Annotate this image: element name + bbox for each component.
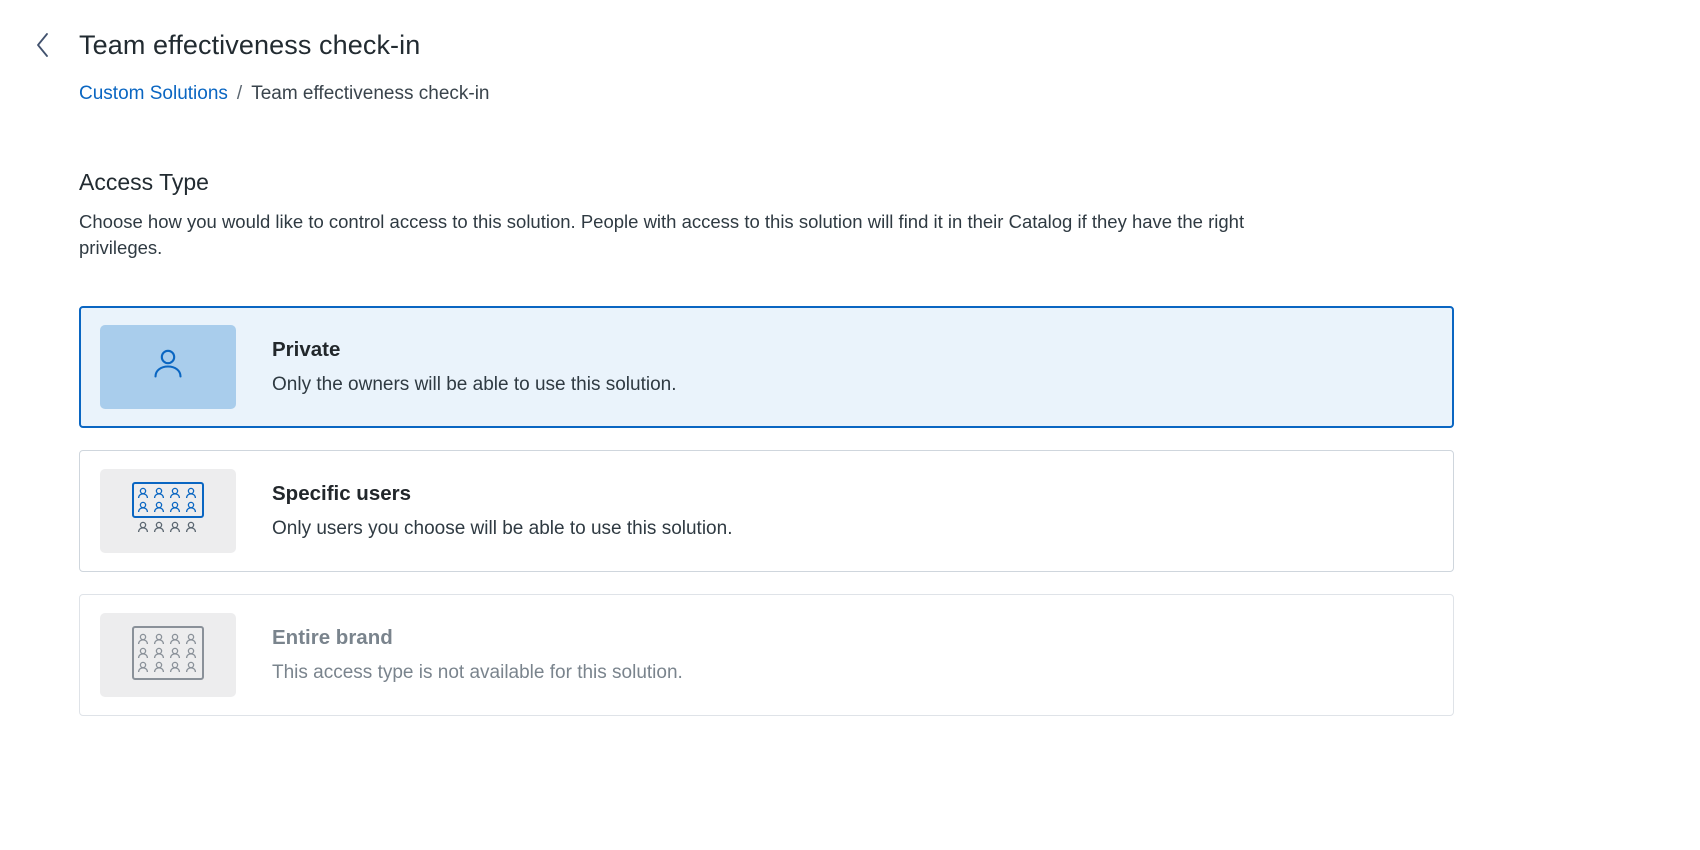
- people-group-icon: [125, 622, 211, 689]
- title-row: [0, 28, 1700, 62]
- access-type-section: [0, 168, 1700, 261]
- people-group-selection-icon: [125, 478, 211, 545]
- option-text-specific-users: [272, 481, 732, 541]
- option-text-entire-brand: [272, 625, 683, 685]
- person-icon: [151, 346, 185, 389]
- access-type-options: [0, 306, 1700, 716]
- breadcrumb-current: Team effectiveness check-in: [251, 83, 490, 104]
- option-title-private: Private: [272, 338, 341, 361]
- option-description-entire-brand: This access type is not available for this solution.: [272, 662, 683, 683]
- page-header: [0, 0, 1700, 106]
- option-card-entire-brand: [79, 594, 1454, 716]
- back-button[interactable]: [26, 28, 60, 62]
- option-title-specific-users: Specific users: [272, 482, 412, 505]
- option-card-private[interactable]: [79, 306, 1454, 428]
- option-text-private: [272, 337, 677, 397]
- option-thumbnail-specific-users: [100, 469, 236, 553]
- page-title: Team effectiveness check-in: [79, 30, 421, 60]
- breadcrumb-link-custom-solutions[interactable]: Custom Solutions: [79, 83, 228, 104]
- breadcrumb: [0, 82, 1700, 106]
- option-card-specific-users[interactable]: [79, 450, 1454, 572]
- option-title-entire-brand: Entire brand: [272, 626, 393, 649]
- section-title: Access Type: [79, 169, 209, 195]
- option-thumbnail-entire-brand: [100, 613, 236, 697]
- option-description-specific-users: Only users you choose will be able to use this solution.: [272, 518, 733, 539]
- section-description: Choose how you would like to control access to this solution. People with access to this solution will find it in their Catalog if they have the right privileges.: [79, 211, 1245, 258]
- option-description-private: Only the owners will be able to use this solution.: [272, 374, 677, 395]
- chevron-left-icon: [35, 32, 51, 58]
- breadcrumb-separator: /: [236, 83, 243, 104]
- option-thumbnail-private: [100, 325, 236, 409]
